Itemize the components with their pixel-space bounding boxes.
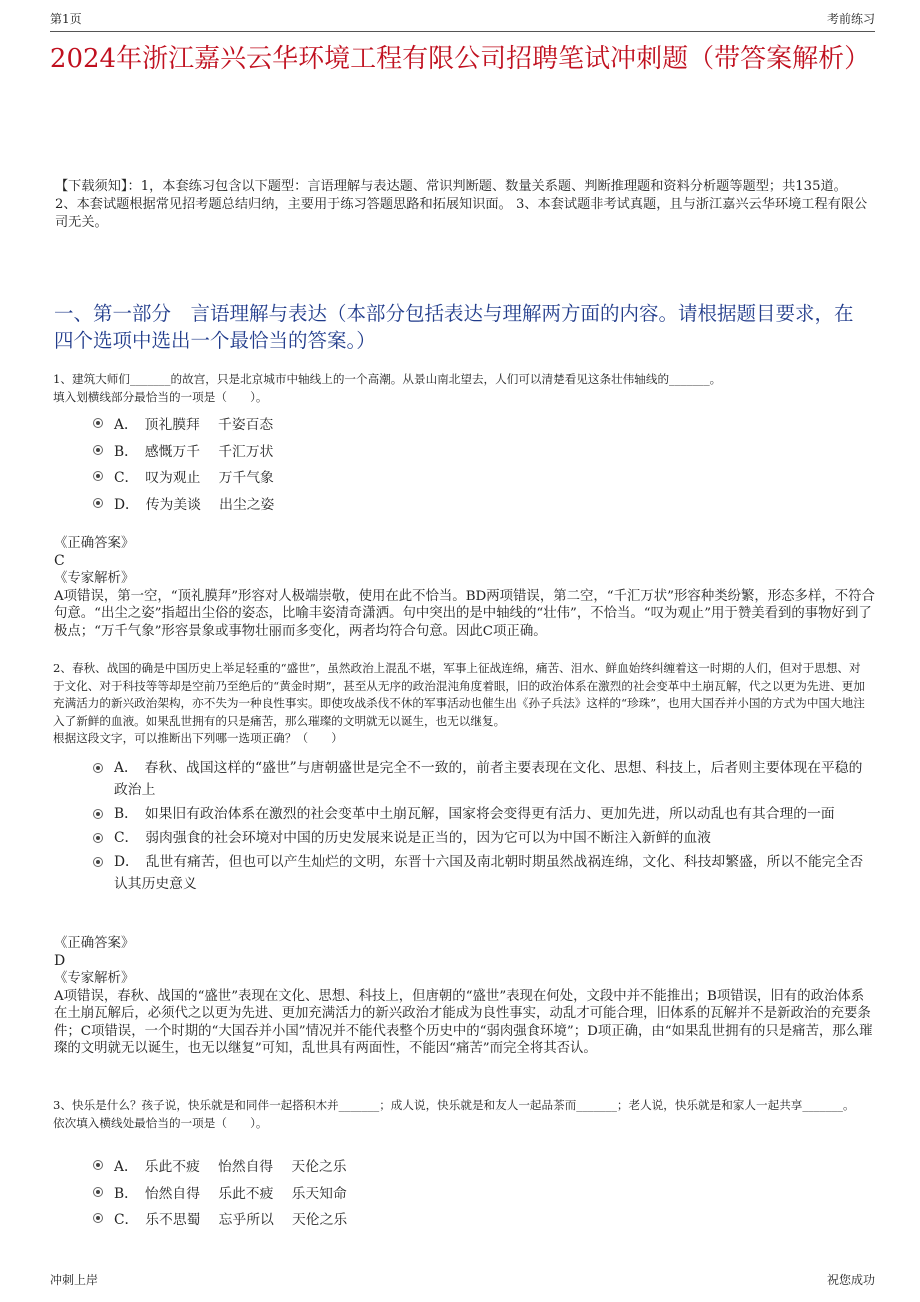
question-1-stem (53, 371, 872, 406)
question-1-options (93, 412, 865, 518)
option-d[interactable]: D． 乱世有痛苦，但也可以产生灿烂的文明，东晋十六国及南北朝时期虽然战祸连绵，文化、科技却繁盛，所以不能完全否认其历史意义 (93, 851, 865, 895)
question-1-answer (54, 535, 875, 640)
option-c[interactable]: C． 叹为观止 万千气象 (93, 465, 865, 492)
option-a[interactable]: A． 乐此不疲 怡然自得 天伦之乐 (93, 1154, 865, 1181)
option-b[interactable]: B． 如果旧有政治体系在激烈的社会变革中土崩瓦解，国家将会变得更有活力、更加先进，所以动乱也有其合理的一面 (93, 803, 865, 825)
radio-icon[interactable] (93, 1160, 103, 1170)
option-c[interactable]: C． 弱肉强食的社会环境对中国的历史发展来说是正当的，因为它可以为中国不断注入新鲜的血液 (93, 827, 865, 849)
option-b[interactable]: B． 怡然自得 乐此不疲 乐天知命 (93, 1181, 865, 1208)
option-a[interactable]: A． 春秋、战国这样的“盛世”与唐朝盛世是完全不一致的，前者主要表现在文化、思想、科技上，后者则主要体现在平稳的政治上 (93, 757, 865, 801)
option-a[interactable]: A． 顶礼膜拜 千姿百态 (93, 412, 865, 439)
radio-icon[interactable] (93, 418, 103, 428)
radio-icon[interactable] (93, 1213, 103, 1223)
footer-right: 祝您成功 (826, 1273, 875, 1287)
radio-icon[interactable] (93, 833, 103, 843)
answer-value: C (54, 552, 65, 569)
section-title: 一、第一部分 言语理解与表达（本部分包括表达与理解两方面的内容。请根据题目要求，在四个选项中选出一个最恰当的答案。） (54, 302, 854, 352)
question-text: 1、建筑大师们_______的故宫，只是北京城市中轴线上的一个高潮。从景山南北望去，人们可以清楚看见这条壮伟轴线的_______。 (53, 372, 722, 386)
page-number: 第1页 (50, 12, 82, 26)
radio-icon[interactable] (93, 857, 103, 867)
question-text: 3、快乐是什么？孩子说，快乐就是和同伴一起搭积木并_______；成人说，快乐就是和友人一起品茶而_______；老人说，快乐就是和家人一起共享_______。 (53, 1098, 855, 1112)
analysis-text: A项错误，春秋、战国的“盛世”表现在文化、思想、科技上，但唐朝的“盛世”表现在何处，文段中并不能推出；B项错误，旧有的政治体系在土崩瓦解后，必须代之以更为先进、更加充满活力的新兴政治才能成为良性事实，动乱才可能合理，旧体系的瓦解并不是新政治的充要条件；C项错误，一个时期的“大国吞并小国”情况并不能代表整个历史中的“弱肉强食环境”；D项正确，由“如果乱世拥有的只是痛苦，那么璀璨的文明就无以诞生，也无以继复”可知，乱世具有两面性，不能因“痛苦”而完全将其否认。 (54, 988, 873, 1056)
page-header (50, 0, 875, 32)
analysis-text: A项错误，第一空，“顶礼膜拜”形容对人极端崇敬，使用在此不恰当。BD两项错误，第二空，“千汇万状”形容种类纷繁，形态多样，不符合句意。“出尘之姿”指超出尘俗的姿态，比喻丰姿清奇潇洒。句中突出的是中轴线的“壮伟”，不恰当。“叹为观止”用于赞美看到的事物好到了极点；“万千气象”形容景象或事物壮丽而多变化，两者均符合句意。因此C项正确。 (54, 588, 875, 639)
question-2-answer (54, 935, 875, 1058)
footer-left: 冲刺上岸 (50, 1273, 99, 1287)
question-prompt: 依次填入横线处最恰当的一项是（ ）。 (53, 1115, 268, 1130)
radio-icon[interactable] (93, 809, 103, 819)
option-c[interactable]: C． 乐不思蜀 忘乎所以 天伦之乐 (93, 1207, 865, 1234)
answer-label: 《正确答案》 (54, 536, 135, 551)
download-notice: 【下载须知】：1，本套练习包含以下题型：言语理解与表达题、常识判断题、数量关系题、判断推理题和资料分析题等题型；共135道。 2、本套试题根据常见招考题总结归纳，主要用于练习答题思路和拓展知识面。 3、本套试题非考试真题，且与浙江嘉兴云华环境工程有限公司无关。 (55, 179, 868, 230)
analysis-label: 《专家解析》 (54, 971, 135, 986)
radio-icon[interactable] (93, 445, 103, 455)
question-prompt: 填入划横线部分最恰当的一项是（ ）。 (53, 389, 268, 404)
radio-icon[interactable] (93, 1187, 103, 1197)
question-3-stem (53, 1097, 872, 1132)
header-tag: 考前练习 (826, 12, 875, 26)
answer-label: 《正确答案》 (54, 936, 135, 951)
question-prompt: 根据这段文字，可以推断出下列哪一选项正确？（ ） (53, 731, 343, 745)
question-2-options (93, 757, 865, 895)
option-b[interactable]: B． 感慨万千 千汇万状 (93, 439, 865, 466)
option-d[interactable]: D． 传为美谈 出尘之姿 (93, 492, 865, 519)
question-text: 2、春秋、战国的确是中国历史上举足轻重的“盛世”，虽然政治上混乱不堪，军事上征战连绵，痛苦、泪水、鲜血始终纠缠着这一时期的人们，但对于思想、对于文化、对于科技等等却是空前乃至绝后的“黄金时期”，甚至从无序的政治混沌角度着眼，旧的政治体系在激烈的社会变革中土崩瓦解，代之以更为先进、更加充满活力的新兴政治架构，亦不失为一种良性事实。即使攻战杀伐不休的军事活动也催生出《孙子兵法》这样的“珍珠”，也用大国吞并小国的方式为中国大地注入了新鲜的血液。如果乱世拥有的只是痛苦，那么璀璨的文明就无以诞生，也无以继复。 (53, 661, 865, 728)
radio-icon[interactable] (93, 471, 103, 481)
answer-value: D (54, 952, 66, 969)
radio-icon[interactable] (93, 498, 103, 508)
question-3-options (93, 1154, 865, 1234)
radio-icon[interactable] (93, 763, 103, 773)
analysis-label: 《专家解析》 (54, 571, 135, 586)
document-title: 2024年浙江嘉兴云华环境工程有限公司招聘笔试冲刺题（带答案解析） (49, 44, 871, 74)
question-2-stem (53, 660, 872, 748)
